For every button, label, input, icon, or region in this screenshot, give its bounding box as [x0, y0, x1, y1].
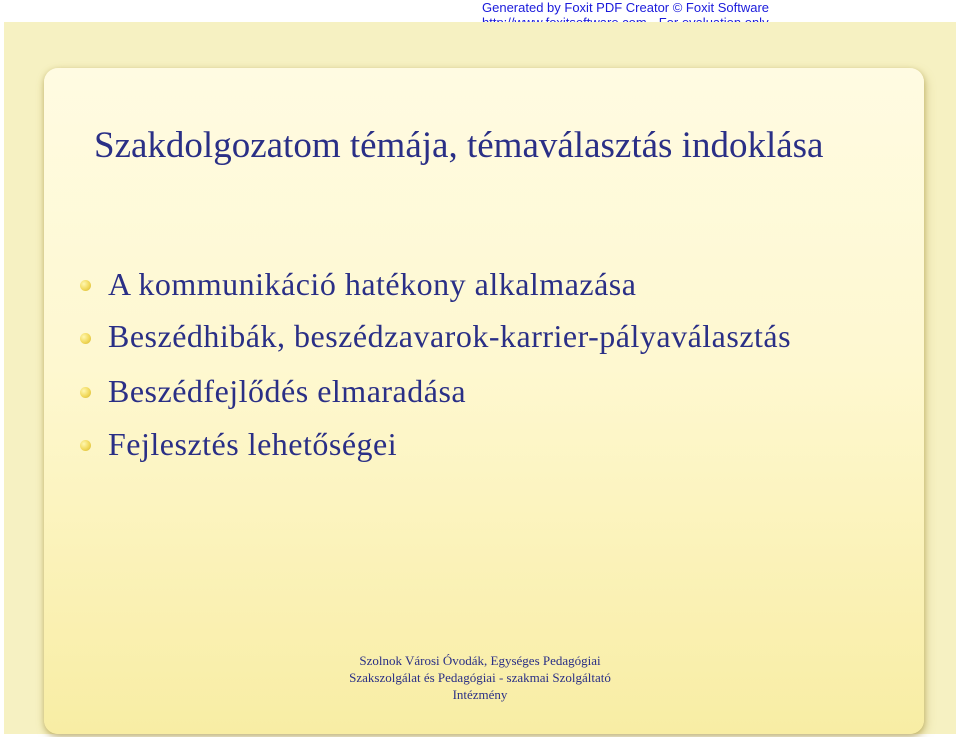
bullet-text: Fejlesztés lehetőségei	[108, 426, 398, 462]
bullet-item	[80, 311, 791, 361]
footer-line3: Intézmény	[452, 687, 508, 702]
slide-footer	[330, 652, 630, 703]
bullet-dot-icon	[80, 280, 91, 291]
bullet-text: Beszédfejlődés elmaradása	[108, 373, 467, 409]
bullet-text: Beszédhibák, beszédzavarok-karrier-pályaválasztás	[108, 318, 792, 354]
bullet-item	[80, 418, 791, 471]
bullet-list	[80, 258, 791, 471]
footer-line1: Szolnok Városi Óvodák, Egységes Pedagógiai	[359, 653, 601, 668]
bullet-dot-icon	[80, 440, 91, 451]
bullet-text: A kommunikáció hatékony alkalmazása	[108, 266, 637, 302]
bullet-dot-icon	[80, 333, 91, 344]
bullet-item	[80, 365, 791, 418]
footer-line2: Szakszolgálat és Pedagógiai - szakmai Szolgáltató	[349, 670, 611, 685]
bullet-dot-icon	[80, 387, 91, 398]
bullet-item	[80, 258, 791, 311]
watermark-line1: Generated by Foxit PDF Creator © Foxit Software	[482, 0, 770, 15]
slide-title: Szakdolgozatom témája, témaválasztás indoklása	[94, 125, 824, 166]
